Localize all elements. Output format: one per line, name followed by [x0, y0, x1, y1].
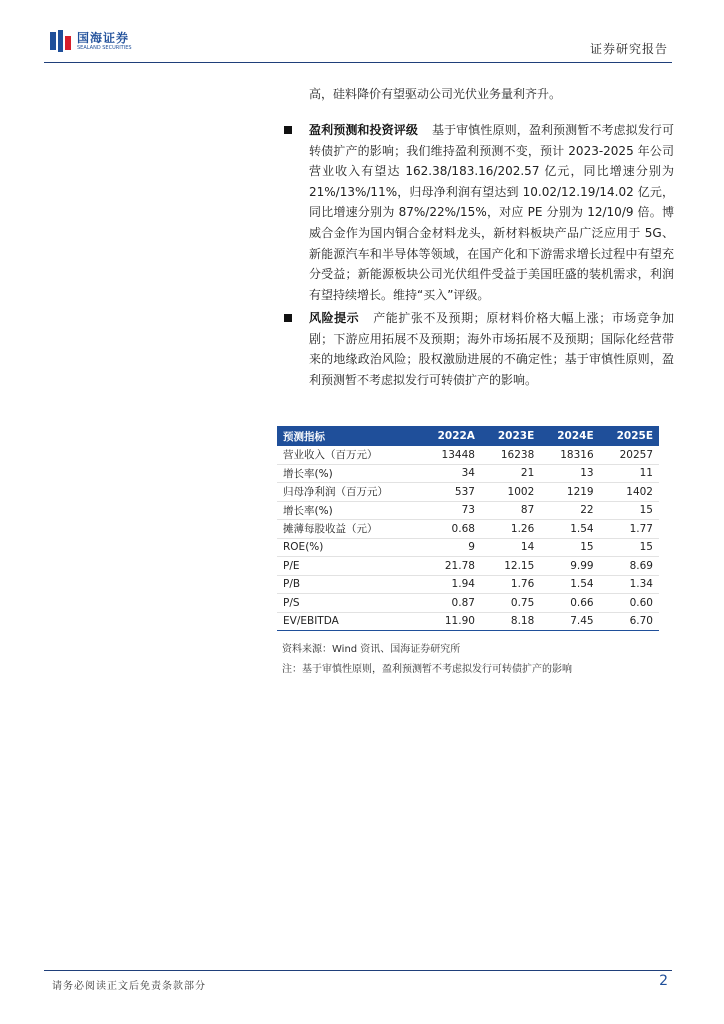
column-header: 2024E: [540, 426, 599, 446]
section-text: 基于审慎性原则，盈利预测暂不考虑拟发行可转债扩产的影响；我们维持盈利预测不变，预计 2023-2025 年公司营业收入有望达 162.38/183.16/202.57 亿元，同比增速分别为 21%/13%/11%，归母净利润有望达到 10.02/12.19/14.02 亿元，同比增速分别为 87%/22%/15%，对应 PE 分别为 12/10/9 倍。博威合金作为国内铜合金材料龙头，新材料板块产品广泛应用于 5G、新能源汽车和半导体等领域，在国产化和下游需求增长过程中有望充分受益；新能源板块公司光伏组件受益于美国旺盛的装机需求，利润有望持续增长。维持“买入”评级。: [309, 123, 674, 302]
forecast-table: [277, 426, 659, 631]
table-cell: 11.90: [420, 612, 481, 631]
table-cell: 18316: [540, 446, 599, 464]
table-cell: 9.99: [540, 557, 599, 576]
table-source: 资料来源：Wind 资讯、国海证券研究所: [282, 644, 461, 655]
table-cell: 13: [540, 464, 599, 483]
table-row: [277, 594, 659, 613]
table-cell: 1.77: [600, 520, 659, 539]
table-row: [277, 483, 659, 502]
row-label: ROE(%): [277, 538, 420, 557]
table-row: [277, 557, 659, 576]
table-cell: 1219: [540, 483, 599, 502]
square-bullet-icon: [284, 314, 292, 322]
table-cell: 1.76: [481, 575, 540, 594]
table-cell: 15: [540, 538, 599, 557]
table-row: [277, 501, 659, 520]
row-label: P/E: [277, 557, 420, 576]
table-header-row: [277, 426, 659, 446]
section-text: 产能扩张不及预期；原材料价格大幅上涨；市场竞争加剧；下游应用拓展不及预期；海外市场拓展不及预期；国际化经营带来的地缘政治风险；股权激励进展的不确定性；基于审慎性原则，盈利预测暂不考虑拟发行可转债扩产的影响。: [309, 311, 674, 387]
page-number: 2: [659, 973, 668, 989]
table-cell: 1.94: [420, 575, 481, 594]
table-cell: 87: [481, 501, 540, 520]
table-cell: 9: [420, 538, 481, 557]
table-row: [277, 612, 659, 631]
section-title: 风险提示: [309, 311, 360, 325]
table-cell: 15: [600, 538, 659, 557]
table-cell: 0.87: [420, 594, 481, 613]
section-title: 盈利预测和投资评级: [309, 123, 418, 137]
logo-mark-icon: [50, 30, 72, 52]
table-cell: 15: [600, 501, 659, 520]
logo-en-text: SEALAND SECURITIES: [77, 44, 132, 51]
table-cell: 0.66: [540, 594, 599, 613]
table-row: [277, 464, 659, 483]
row-label: EV/EBITDA: [277, 612, 420, 631]
row-label: 增长率(%): [277, 464, 420, 483]
column-header: 预测指标: [277, 426, 420, 446]
table-cell: 22: [540, 501, 599, 520]
report-type-label: 证券研究报告: [589, 42, 668, 56]
table-note: 注：基于审慎性原则，盈利预测暂不考虑拟发行可转债扩产的影响: [282, 664, 572, 675]
continuation-paragraph: 高，硅料降价有望驱动公司光伏业务量利齐升。: [309, 87, 562, 101]
sealand-logo: [50, 30, 132, 52]
table-row: [277, 575, 659, 594]
table-row: [277, 446, 659, 464]
table-cell: 0.75: [481, 594, 540, 613]
table-cell: 1402: [600, 483, 659, 502]
table-cell: 34: [420, 464, 481, 483]
table-row: [277, 520, 659, 539]
page-footer: [44, 970, 672, 992]
table-cell: 1002: [481, 483, 540, 502]
table-cell: 0.68: [420, 520, 481, 539]
row-label: P/S: [277, 594, 420, 613]
table-cell: 11: [600, 464, 659, 483]
row-label: 摊薄每股收益（元）: [277, 520, 420, 539]
table-cell: 13448: [420, 446, 481, 464]
table-cell: 21: [481, 464, 540, 483]
table-cell: 20257: [600, 446, 659, 464]
page-header: [44, 28, 672, 63]
table-cell: 12.15: [481, 557, 540, 576]
table-cell: 1.26: [481, 520, 540, 539]
row-label: 增长率(%): [277, 501, 420, 520]
row-label: 营业收入（百万元）: [277, 446, 420, 464]
table-cell: 16238: [481, 446, 540, 464]
section-earnings-forecast: [284, 120, 674, 305]
table-cell: 1.54: [540, 575, 599, 594]
disclaimer-text: 请务必阅读正文后免责条款部分: [52, 981, 206, 992]
column-header: 2025E: [600, 426, 659, 446]
table-cell: 21.78: [420, 557, 481, 576]
table-cell: 14: [481, 538, 540, 557]
table-row: [277, 538, 659, 557]
logo-cn-text: 国海证券: [77, 30, 130, 45]
table-cell: 8.69: [600, 557, 659, 576]
table-cell: 6.70: [600, 612, 659, 631]
table-cell: 1.34: [600, 575, 659, 594]
table-cell: 73: [420, 501, 481, 520]
square-bullet-icon: [284, 126, 292, 134]
column-header: 2023E: [481, 426, 540, 446]
row-label: 归母净利润（百万元）: [277, 483, 420, 502]
column-header: 2022A: [420, 426, 481, 446]
table-cell: 7.45: [540, 612, 599, 631]
row-label: P/B: [277, 575, 420, 594]
table-cell: 0.60: [600, 594, 659, 613]
table-cell: 1.54: [540, 520, 599, 539]
table-cell: 537: [420, 483, 481, 502]
table-cell: 8.18: [481, 612, 540, 631]
section-risk-warning: [284, 308, 674, 390]
